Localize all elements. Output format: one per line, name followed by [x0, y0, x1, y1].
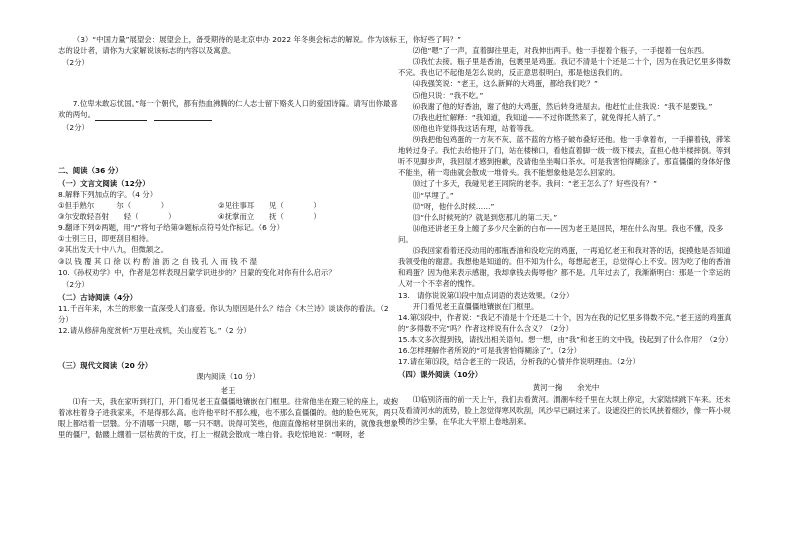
article-title: 黄河一掬 余光中	[532, 383, 600, 393]
article-paragraph: ⑿“呀，他什么时候……”	[412, 201, 495, 211]
article-paragraph: ⑴有一天，我在家听到打门，开门看见老王直僵僵地镶嵌在门框里。往常他坐在蹬三轮的座上，或抱着冰柱着身子进我家来，不是得那么高。也许他平时不那么瘦，也不那么直僵僵的。他的脸色死灰，两只眼上都结着一层翳。分不清哪一只瞎，哪一只不瞎。说得可笑些，他面直像棺材里倒出来的，就像我想象里的僵尸，骷髅上绷着一层枯黄的干皮，打上一棍就会散成一堆白骨。我吃惊地说：“啊呀，老	[58, 396, 398, 439]
question-8-row	[58, 211, 398, 222]
section-heading: 二、阅读（36 分）	[58, 165, 123, 175]
left-column	[58, 34, 398, 440]
article-paragraph: ⑵他“嗯”了一声，直着脚往里走，对我伸出两手。他一手提着个瓶子，一手提着一包东西。	[412, 46, 709, 56]
question-12: 12.请从修辞角度赏析“万里赴戎机，关山度若飞。”（2 分）	[58, 326, 251, 336]
question-8-item: ④抚掌而立 抚（ ）	[218, 212, 321, 222]
question-8-item: ③尔安敢轻吾射 轻（ ）	[58, 212, 176, 222]
article-paragraph: ⒁他还讲老王身上缠了多少尺全新的白布——因为老王是回民，埋在什么沟里。我也不懂，没多问。	[398, 223, 724, 244]
article-paragraph: 王，你好些了吗？”	[398, 35, 461, 44]
answer-blank[interactable]	[154, 112, 212, 121]
article-paragraph: ⑴临别济南的前一天上午，我们去看黄河。渭潮车经千里在大坝上停定，大家陆续跳下车来。还未及看清河水的流势，脸上忽觉得寒风吹刮，风沙早已刷过来了。设遮没拦的长风挟着细沙，像一阵小规模的沙尘暴，在华北大平原上卷地刮来。	[398, 394, 731, 426]
question-9-item: ①士别三日，即更刮目相待。	[58, 234, 154, 244]
answer-blank[interactable]	[95, 112, 147, 121]
question-7-text: 7.位卑未敢忘忧国。”每一个朝代，都有热血沸腾的仁人志士留下赂炙人口的爱国诗篇。请写出你最喜欢的两句。	[58, 99, 398, 120]
article-paragraph: ⑼我把他包鸡蛋的一方灰不灰、蓝不蓝的方格子破布叠好还他。他一手拿着布，一手攥着钱，滞笨地转过身子。我忙去给他开了门，站在楼梯口，看他直着脚一级一级下楼去，直担心他半楼摔倒。等到听不见脚步声，我回屋才感到抱歉，没请他坐坐喝口茶水。可是我害怕得糊涂了。那直僵僵的身体好像不能坐，稍一弯曲就会散成一堆骨头。我不能想象他是怎么回家的。	[398, 134, 731, 178]
question-8-row	[58, 200, 398, 211]
article-paragraph: ⑹我谢了他的好香油，谢了他的大鸡蛋，然后转身进屋去。他赶忙止住我说：“我不是要钱。”	[412, 101, 713, 111]
question-13: 13. 请你说说第⑴段中加点词语的表达效果。（2分）	[398, 290, 574, 300]
article-paragraph: ⒂我回家看着还没动用的那瓶香油和没吃完的鸡蛋，一再追忆老王和我对答的话，捉摸他是否知道我领受他的谢意。我想他是知道的。但不知为什么，每想起老王，总觉得心上不安。因为吃了他的香油和鸡蛋？因为他来表示感谢，我却拿钱去侮辱他？都不是。几年过去了，我渐渐明白：那是一个幸运的人对一个不幸者的愧怍。	[398, 246, 731, 289]
question-15: 15.本文多次提到钱，请找出相关语句。想一想，由“我”和老王的文中钱，钱起到了什么作用？（2分）	[398, 334, 733, 344]
score-label: （2分）	[62, 122, 89, 132]
right-column	[398, 34, 734, 427]
subsection-heading: （二）古诗阅读（4分）	[58, 292, 138, 302]
question-11: 11.千百年来，木兰的形象一直深受人们喜爱。你认为原因是什么？结合《木兰诗》谈谈你的看法。（2 分）	[58, 303, 389, 325]
score-label: （2分）	[62, 279, 89, 289]
article-paragraph: ⑷我强笑说：“老王，这么新鲜的大鸡蛋，都给我们吃？”	[412, 79, 598, 89]
question-10: 10.《孙权劝学》中，作者是怎样表现吕蒙学识进步的？吕蒙的变化对你有什么启示？	[58, 267, 336, 277]
article-paragraph: ⑸他只说：“我不吃。”	[412, 90, 484, 100]
question-7	[58, 98, 398, 120]
question-8-item: ②见往事耳 见（ ）	[218, 200, 321, 210]
question-13-quote: 开门看见老王直僵僵地镶嵌在门框里。	[412, 301, 539, 311]
article-paragraph: ⑺我也赶忙解释：“我知道，我知道——不过你既然来了，就免得托人捎了。”	[412, 112, 661, 122]
question-9-item: ②其出发天十中八九，但微颔之。	[58, 245, 169, 255]
subsection-heading: （四）课外阅读（10分）	[398, 370, 483, 380]
reading-subheading: 课内阅读（10 分）	[196, 372, 260, 382]
question-9-item: ③以 钱 覆 其 口 徐 以 杓 酌 油 沥 之 自 钱 孔 入 而 钱 不 湿	[58, 256, 258, 266]
subsection-heading: （三）现代文阅读（20 分）	[58, 361, 153, 371]
question-16: 16.怎样理解作者所说的“可是我害怕得糊涂了”。（2分）	[398, 346, 582, 356]
score-label: （2分）	[62, 58, 89, 68]
subsection-heading: （一）文言文阅读（12分）	[58, 178, 150, 188]
question-8: 8.解释下列加点的字。（4 分）	[58, 189, 158, 199]
question-14: 14.第⑶段中，作者说：“我记不清是十个还是二十个，因为在我的记忆里多得数不完。”老王送的鸡蛋真的“多得数不完”吗？作者这样说有什么含义？（2分）	[398, 312, 732, 333]
question-9: 9.翻译下列②两题，用“/”将句子给第③题标点符号处作标记。（6 分）	[58, 223, 284, 233]
question-3: （3）“中国力量”展望会：展望会上，备受期待的是北京申办 2022 年冬奥会标志的解说。作为该标志的设计者，请你为大家解说该标志的内容以及寓意。	[58, 35, 397, 56]
article-paragraph: ⒀“什么时候死的？就是到您那儿的第二天。”	[412, 212, 558, 222]
article-paragraph: ⑶我忙去接。瓶子里是香油，包裹里是鸡蛋。我记不清是十个还是二十个，因为在我记忆里多得数不完。我也记不起他是怎么说的，反正意思很明白，那是他送我们的。	[398, 57, 731, 78]
article-paragraph: ⑻他也许觉得我这话有理，站着等我。	[412, 123, 539, 133]
question-8-item: ①但手熟尔 尔（ ）	[58, 200, 169, 210]
article-paragraph: ⑽过了十多天，我碰见老王同院的老李。我问：“老王怎么了？好些没有？”	[412, 179, 657, 189]
question-17: 17.请在第⒂段，结合老王的一段话，分析我的心情并作说明理由。（2分）	[398, 357, 640, 367]
article-paragraph: ⑾“早埋了。”	[412, 190, 454, 200]
article-title: 老王	[220, 385, 236, 395]
